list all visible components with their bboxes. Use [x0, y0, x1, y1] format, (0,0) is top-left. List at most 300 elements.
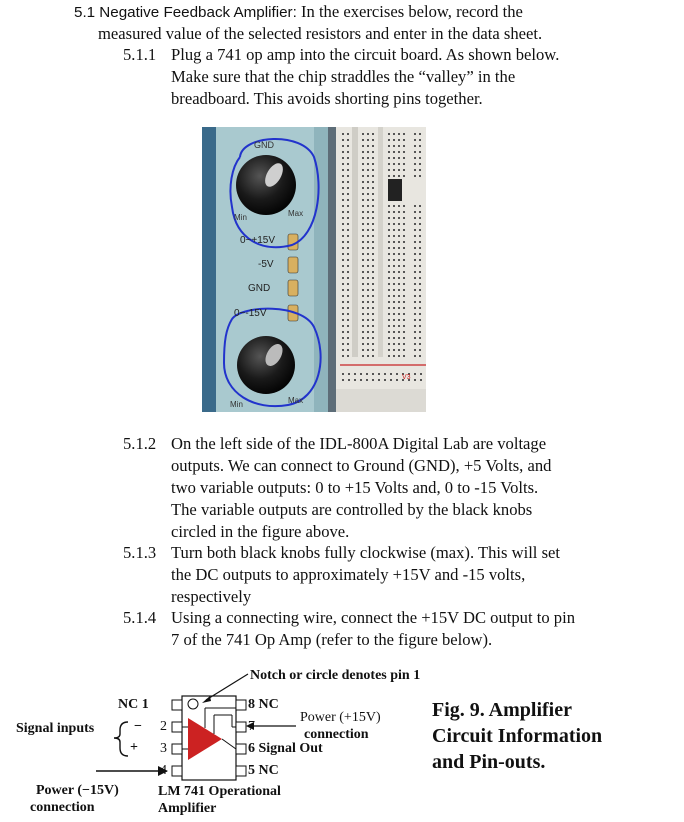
breadboard-hole — [403, 259, 405, 261]
figure-caption-line: Fig. 9. Amplifier — [432, 699, 572, 721]
breadboard-hole — [414, 235, 416, 237]
breadboard-hole — [388, 319, 390, 321]
breadboard-hole — [347, 349, 349, 351]
breadboard-hole — [419, 307, 421, 309]
breadboard-hole — [393, 205, 395, 207]
breadboard-hole — [347, 139, 349, 141]
breadboard-hole — [403, 223, 405, 225]
breadboard-hole — [393, 133, 395, 135]
breadboard-hole — [398, 217, 400, 219]
step-text-line: two variable outputs: 0 to +15 Volts and, 0 to -15 Volts. — [171, 478, 539, 497]
breadboard-hole — [362, 151, 364, 153]
breadboard-hole — [342, 163, 344, 165]
breadboard-hole — [419, 139, 421, 141]
breadboard-hole — [372, 313, 374, 315]
pin-1-label: NC 1 — [118, 697, 149, 712]
step-text-line: The variable outputs are controlled by the black knobs — [171, 500, 533, 519]
breadboard-hole — [367, 229, 369, 231]
breadboard-hole — [403, 307, 405, 309]
photo-label-min-bottom: Min — [230, 400, 243, 409]
breadboard-hole — [367, 211, 369, 213]
breadboard-hole — [342, 289, 344, 291]
breadboard-hole — [372, 325, 374, 327]
breadboard-hole — [403, 157, 405, 159]
breadboard-hole — [384, 379, 386, 381]
breadboard-hole — [362, 349, 364, 351]
breadboard-hole — [388, 145, 390, 147]
breadboard-hole — [403, 331, 405, 333]
breadboard-hole — [419, 313, 421, 315]
breadboard-hole — [388, 265, 390, 267]
breadboard-hole — [388, 349, 390, 351]
breadboard-hole — [367, 187, 369, 189]
breadboard-hole — [419, 295, 421, 297]
breadboard-hole — [372, 259, 374, 261]
breadboard-hole — [393, 277, 395, 279]
breadboard-hole — [393, 337, 395, 339]
breadboard-hole — [372, 349, 374, 351]
breadboard-hole — [403, 163, 405, 165]
breadboard-hole — [372, 223, 374, 225]
breadboard-hole — [342, 355, 344, 357]
breadboard-hole — [388, 289, 390, 291]
breadboard-hole — [398, 355, 400, 357]
breadboard-hole — [393, 319, 395, 321]
breadboard-hole — [388, 247, 390, 249]
breadboard-hole — [347, 205, 349, 207]
breadboard-hole — [414, 313, 416, 315]
breadboard-hole — [342, 301, 344, 303]
breadboard-hole — [362, 145, 364, 147]
breadboard-hole — [393, 307, 395, 309]
breadboard-hole — [388, 271, 390, 273]
breadboard-hole — [388, 205, 390, 207]
breadboard-hole — [388, 169, 390, 171]
breadboard-hole — [342, 205, 344, 207]
breadboard-hole — [372, 271, 374, 273]
breadboard-hole — [393, 289, 395, 291]
breadboard-hole — [414, 259, 416, 261]
breadboard-hole — [414, 151, 416, 153]
breadboard-hole — [403, 133, 405, 135]
inverting-input-sign: − — [134, 719, 142, 734]
breadboard-hole — [419, 271, 421, 273]
breadboard-hole — [398, 139, 400, 141]
breadboard-hole — [342, 325, 344, 327]
power-pos-label-2: connection — [304, 727, 369, 742]
breadboard-hole — [347, 343, 349, 345]
breadboard-hole — [414, 325, 416, 327]
breadboard-hole — [354, 373, 356, 375]
breadboard-hole — [342, 145, 344, 147]
breadboard-hole — [348, 373, 350, 375]
breadboard-hole — [372, 205, 374, 207]
step-number: 5.1.2 — [123, 434, 157, 453]
breadboard-hole — [372, 175, 374, 177]
breadboard-hole — [362, 295, 364, 297]
breadboard-hole — [393, 241, 395, 243]
breadboard-hole — [342, 181, 344, 183]
notch-label: Notch or circle denotes pin 1 — [250, 668, 421, 683]
breadboard-hole — [347, 247, 349, 249]
breadboard-hole — [372, 331, 374, 333]
breadboard-hole — [347, 145, 349, 147]
breadboard-hole — [393, 157, 395, 159]
breadboard-hole — [393, 223, 395, 225]
chip-name-2: Amplifier — [158, 801, 217, 816]
breadboard-hole — [367, 193, 369, 195]
breadboard-hole — [347, 157, 349, 159]
breadboard-hole — [362, 271, 364, 273]
breadboard-hole — [403, 169, 405, 171]
breadboard-hole — [367, 331, 369, 333]
breadboard-hole — [342, 211, 344, 213]
breadboard-hole — [419, 265, 421, 267]
photo-label-min: Min — [234, 213, 247, 222]
breadboard-hole — [372, 217, 374, 219]
breadboard-hole — [419, 331, 421, 333]
breadboard-hole — [372, 211, 374, 213]
breadboard-hole — [403, 229, 405, 231]
breadboard-hole — [348, 379, 350, 381]
breadboard-hole — [388, 355, 390, 357]
breadboard-hole — [367, 199, 369, 201]
breadboard-hole — [398, 211, 400, 213]
breadboard-hole — [398, 289, 400, 291]
photo-label-max-bottom: Max — [288, 396, 304, 405]
breadboard-hole — [403, 337, 405, 339]
breadboard-hole — [354, 379, 356, 381]
breadboard-hole — [362, 169, 364, 171]
breadboard-hole — [342, 307, 344, 309]
breadboard-hole — [398, 133, 400, 135]
breadboard-hole — [367, 169, 369, 171]
breadboard-hole — [362, 247, 364, 249]
breadboard-hole — [414, 157, 416, 159]
breadboard-hole — [362, 187, 364, 189]
breadboard-hole — [419, 145, 421, 147]
breadboard-hole — [398, 343, 400, 345]
pin-2-label: 2 — [160, 719, 167, 734]
breadboard-hole — [367, 271, 369, 273]
breadboard-hole — [398, 307, 400, 309]
pin-8-label: 8 NC — [248, 697, 279, 712]
breadboard-hole — [414, 247, 416, 249]
breadboard-hole — [414, 379, 416, 381]
breadboard-hole — [367, 217, 369, 219]
breadboard-hole — [403, 205, 405, 207]
breadboard-hole — [398, 319, 400, 321]
breadboard-hole — [393, 325, 395, 327]
step-text-line: Turn both black knobs fully clockwise (max). This will set — [171, 543, 560, 562]
pin-5-label: 5 NC — [248, 763, 279, 778]
breadboard-hole — [403, 343, 405, 345]
step-number: 5.1.4 — [123, 608, 157, 627]
breadboard-hole — [403, 325, 405, 327]
breadboard-hole — [403, 295, 405, 297]
breadboard-hole — [347, 169, 349, 171]
breadboard-hole — [396, 373, 398, 375]
breadboard-hole — [393, 295, 395, 297]
opamp-diagram — [0, 660, 430, 822]
breadboard-hole — [393, 283, 395, 285]
breadboard-hole — [398, 337, 400, 339]
breadboard-hole — [347, 355, 349, 357]
breadboard-hole — [342, 229, 344, 231]
breadboard-hole — [403, 283, 405, 285]
step-text-line: respectively — [171, 587, 252, 606]
photo-label-neg5: -5V — [258, 259, 274, 270]
breadboard-hole — [342, 157, 344, 159]
breadboard-hole — [347, 181, 349, 183]
breadboard-hole — [347, 307, 349, 309]
breadboard-hole — [398, 301, 400, 303]
breadboard-hole — [403, 349, 405, 351]
breadboard-hole — [362, 355, 364, 357]
breadboard-hole — [362, 181, 364, 183]
step-text-line: Make sure that the chip straddles the “valley” in the — [171, 67, 516, 86]
breadboard-hole — [403, 253, 405, 255]
breadboard-hole — [396, 379, 398, 381]
breadboard-hole — [403, 277, 405, 279]
breadboard-hole — [414, 319, 416, 321]
breadboard-hole — [367, 157, 369, 159]
breadboard-hole — [367, 277, 369, 279]
breadboard-hole — [388, 175, 390, 177]
breadboard-hole — [398, 265, 400, 267]
breadboard-hole — [347, 235, 349, 237]
breadboard-hole — [342, 169, 344, 171]
breadboard-hole — [372, 187, 374, 189]
breadboard-hole — [347, 133, 349, 135]
breadboard-hole — [367, 319, 369, 321]
breadboard-hole — [342, 241, 344, 243]
breadboard-hole — [367, 247, 369, 249]
breadboard-hole — [398, 253, 400, 255]
breadboard-hole — [362, 139, 364, 141]
breadboard-hole — [388, 217, 390, 219]
breadboard-hole — [362, 307, 364, 309]
breadboard-hole — [419, 229, 421, 231]
breadboard-hole — [393, 175, 395, 177]
breadboard-hole — [367, 355, 369, 357]
breadboard-hole — [367, 205, 369, 207]
breadboard-hole — [372, 343, 374, 345]
breadboard-hole — [388, 343, 390, 345]
breadboard-hole — [414, 283, 416, 285]
breadboard-hole — [414, 229, 416, 231]
section-heading — [74, 2, 523, 23]
breadboard-hole — [347, 313, 349, 315]
breadboard-hole — [347, 331, 349, 333]
breadboard-hole — [367, 163, 369, 165]
step-text-line: Plug a 741 op amp into the circuit board. As shown below. — [171, 45, 560, 64]
breadboard-hole — [347, 259, 349, 261]
breadboard-hole — [393, 235, 395, 237]
breadboard-hole — [372, 163, 374, 165]
breadboard-hole — [372, 133, 374, 135]
breadboard-hole — [419, 133, 421, 135]
breadboard-hole — [342, 235, 344, 237]
step-text-line: Using a connecting wire, connect the +15V DC output to pin — [171, 608, 576, 627]
breadboard-hole — [347, 337, 349, 339]
breadboard-hole — [372, 235, 374, 237]
breadboard-hole — [419, 247, 421, 249]
breadboard-hole — [388, 259, 390, 261]
breadboard-hole — [367, 301, 369, 303]
breadboard-hole — [393, 265, 395, 267]
breadboard-hole — [362, 175, 364, 177]
breadboard-hole — [398, 295, 400, 297]
breadboard-hole — [342, 151, 344, 153]
breadboard-hole — [388, 139, 390, 141]
breadboard-hole — [347, 253, 349, 255]
step-text-line: circled in the figure above. — [171, 522, 350, 541]
breadboard-hole — [360, 379, 362, 381]
breadboard-hole — [342, 265, 344, 267]
breadboard-hole — [419, 259, 421, 261]
breadboard-hole — [393, 331, 395, 333]
breadboard-hole — [393, 259, 395, 261]
breadboard-hole — [403, 301, 405, 303]
breadboard-hole — [347, 211, 349, 213]
breadboard-hole — [419, 283, 421, 285]
breadboard-hole — [372, 319, 374, 321]
breadboard-hole — [403, 235, 405, 237]
breadboard-hole — [367, 307, 369, 309]
breadboard-hole — [367, 223, 369, 225]
breadboard-hole — [347, 301, 349, 303]
breadboard-hole — [362, 253, 364, 255]
chip-name: LM 741 Operational — [158, 784, 281, 799]
breadboard-hole — [414, 277, 416, 279]
breadboard-hole — [419, 151, 421, 153]
breadboard-hole — [414, 139, 416, 141]
breadboard-hole — [366, 373, 368, 375]
breadboard-hole — [393, 343, 395, 345]
breadboard-hole — [414, 337, 416, 339]
breadboard-hole — [362, 259, 364, 261]
breadboard-hole — [414, 373, 416, 375]
breadboard-hole — [388, 229, 390, 231]
breadboard-hole — [347, 187, 349, 189]
breadboard-hole — [419, 349, 421, 351]
breadboard-hole — [388, 295, 390, 297]
breadboard-hole — [372, 379, 374, 381]
breadboard-hole — [398, 235, 400, 237]
breadboard-hole — [367, 133, 369, 135]
breadboard-hole — [362, 289, 364, 291]
breadboard-hole — [398, 205, 400, 207]
breadboard-hole — [367, 151, 369, 153]
breadboard-hole — [403, 247, 405, 249]
breadboard-hole — [342, 379, 344, 381]
breadboard-hole — [403, 217, 405, 219]
breadboard-hole — [388, 235, 390, 237]
breadboard-hole — [342, 133, 344, 135]
breadboard-hole — [398, 331, 400, 333]
breadboard-hole — [367, 283, 369, 285]
breadboard-hole — [367, 325, 369, 327]
breadboard-hole — [384, 373, 386, 375]
breadboard-hole — [367, 265, 369, 267]
breadboard-hole — [342, 271, 344, 273]
breadboard-hole — [388, 211, 390, 213]
breadboard-hole — [398, 151, 400, 153]
breadboard-hole — [393, 313, 395, 315]
breadboard-hole — [372, 241, 374, 243]
breadboard-hole — [403, 319, 405, 321]
breadboard-hole — [419, 223, 421, 225]
breadboard-hole — [388, 157, 390, 159]
breadboard-hole — [347, 271, 349, 273]
step-number: 5.1.1 — [123, 45, 157, 64]
breadboard-hole — [403, 145, 405, 147]
breadboard-hole — [419, 169, 421, 171]
breadboard-hole — [414, 133, 416, 135]
breadboard-hole — [390, 379, 392, 381]
power-neg-label: Power (−15V) — [36, 783, 119, 798]
step-text-line: 7 of the 741 Op Amp (refer to the figure below). — [171, 630, 493, 649]
breadboard-hole — [390, 373, 392, 375]
breadboard-hole — [403, 175, 405, 177]
breadboard-hole — [372, 199, 374, 201]
breadboard-hole — [372, 295, 374, 297]
breadboard-hole — [393, 139, 395, 141]
breadboard-hole — [347, 163, 349, 165]
breadboard-hole — [403, 271, 405, 273]
breadboard-hole — [372, 193, 374, 195]
photo-label-neg15: 0~-15V — [234, 308, 267, 319]
breadboard-hole — [367, 175, 369, 177]
breadboard-hole — [347, 295, 349, 297]
signal-inputs-label: Signal inputs — [16, 721, 95, 736]
breadboard-hole — [342, 283, 344, 285]
breadboard-hole — [414, 307, 416, 309]
breadboard-hole — [342, 295, 344, 297]
breadboard-hole — [362, 301, 364, 303]
breadboard-hole — [393, 229, 395, 231]
breadboard-hole — [347, 241, 349, 243]
breadboard-hole — [414, 163, 416, 165]
breadboard-hole — [362, 163, 364, 165]
breadboard-hole — [414, 205, 416, 207]
breadboard-hole — [398, 169, 400, 171]
breadboard-hole — [398, 349, 400, 351]
breadboard-hole — [342, 343, 344, 345]
breadboard-hole — [342, 319, 344, 321]
pin-6-label: 6 Signal Out — [248, 741, 323, 756]
breadboard-hole — [372, 289, 374, 291]
breadboard-hole — [362, 205, 364, 207]
breadboard-hole — [342, 373, 344, 375]
breadboard-hole — [367, 313, 369, 315]
breadboard-hole — [414, 271, 416, 273]
breadboard-hole — [342, 193, 344, 195]
breadboard-hole — [414, 169, 416, 171]
breadboard-hole — [398, 229, 400, 231]
breadboard-hole — [362, 337, 364, 339]
breadboard-hole — [367, 241, 369, 243]
breadboard-hole — [398, 175, 400, 177]
photo-label-pos15: 0~+15V — [240, 235, 276, 246]
breadboard-hole — [393, 247, 395, 249]
breadboard-hole — [388, 307, 390, 309]
breadboard-hole — [347, 265, 349, 267]
breadboard-hole — [388, 301, 390, 303]
breadboard-hole — [414, 355, 416, 357]
breadboard-hole — [419, 343, 421, 345]
